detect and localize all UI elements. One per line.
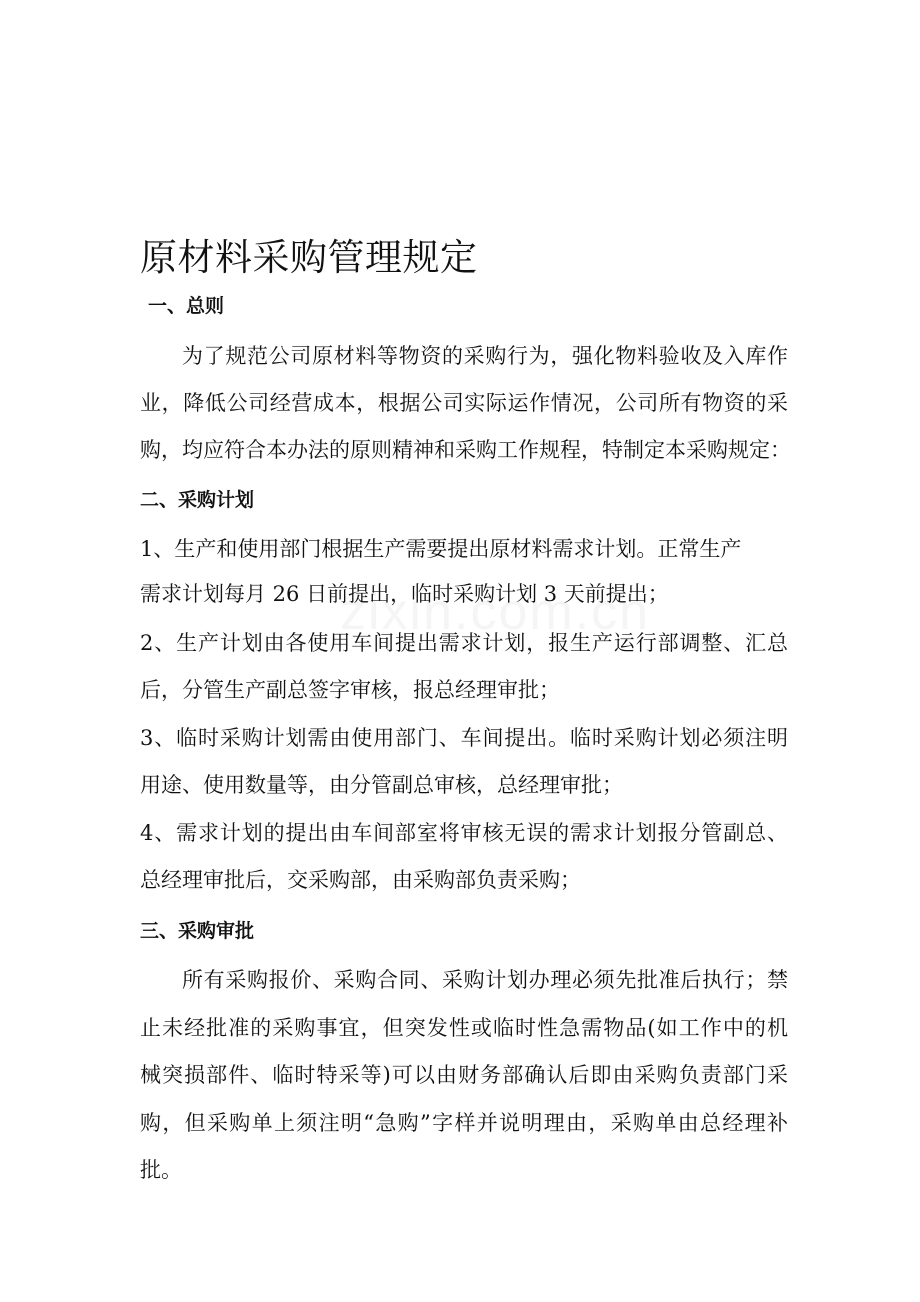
paragraph-line: 所有采购报价、采购合同、采购计划办理必须先批准后执行；禁 <box>182 968 788 992</box>
document-title: 原材料采购管理规定 <box>140 236 478 279</box>
list-item-line: 4、需求计划的提出由车间部室将审核无误的需求计划报分管副总、 <box>140 821 788 845</box>
paragraph-line: 购，均应符合本办法的原则精神和采购工作规程，特制定本采购规定： <box>140 438 791 462</box>
list-item-line: 总经理审批后，交采购部，由采购部负责采购； <box>140 868 581 892</box>
list-item-line: 用途、使用数量等，由分管副总审核，总经理审批； <box>140 773 623 797</box>
section-heading-plan: 二、采购计划 <box>140 489 255 511</box>
section-heading-approval: 三、采购审批 <box>140 920 255 942</box>
list-item-line: 需求计划每月 26 日前提出，临时采购计划 3 天前提出； <box>140 582 669 606</box>
paragraph-line: 械突损部件、临时特采等)可以由财务部确认后即由采购负责部门采 <box>140 1063 788 1087</box>
paragraph-line: 为了规范公司原材料等物资的采购行为，强化物料验收及入库作 <box>182 344 788 368</box>
list-item-line: 1、生产和使用部门根据生产需要提出原材料需求计划。正常生产 <box>140 537 742 561</box>
list-item-line: 2、生产计划由各使用车间提出需求计划，报生产运行部调整、汇总 <box>140 631 788 655</box>
section-heading-general: 一、总则 <box>148 295 225 317</box>
paragraph-line: 止未经批准的采购事宜，但突发性或临时性急需物品(如工作中的机 <box>140 1016 788 1040</box>
paragraph-line: 业，降低公司经营成本，根据公司实际运作情况，公司所有物资的采 <box>140 391 788 415</box>
list-item-line: 3、临时采购计划需由使用部门、车间提出。临时采购计划必须注明 <box>140 726 788 750</box>
paragraph-line: 购，但采购单上须注明“急购”字样并说明理由，采购单由总经理补 <box>140 1111 788 1135</box>
list-item-line: 后，分管生产副总签字审核，报总经理审批； <box>140 678 560 702</box>
paragraph-line: 批。 <box>140 1158 182 1182</box>
